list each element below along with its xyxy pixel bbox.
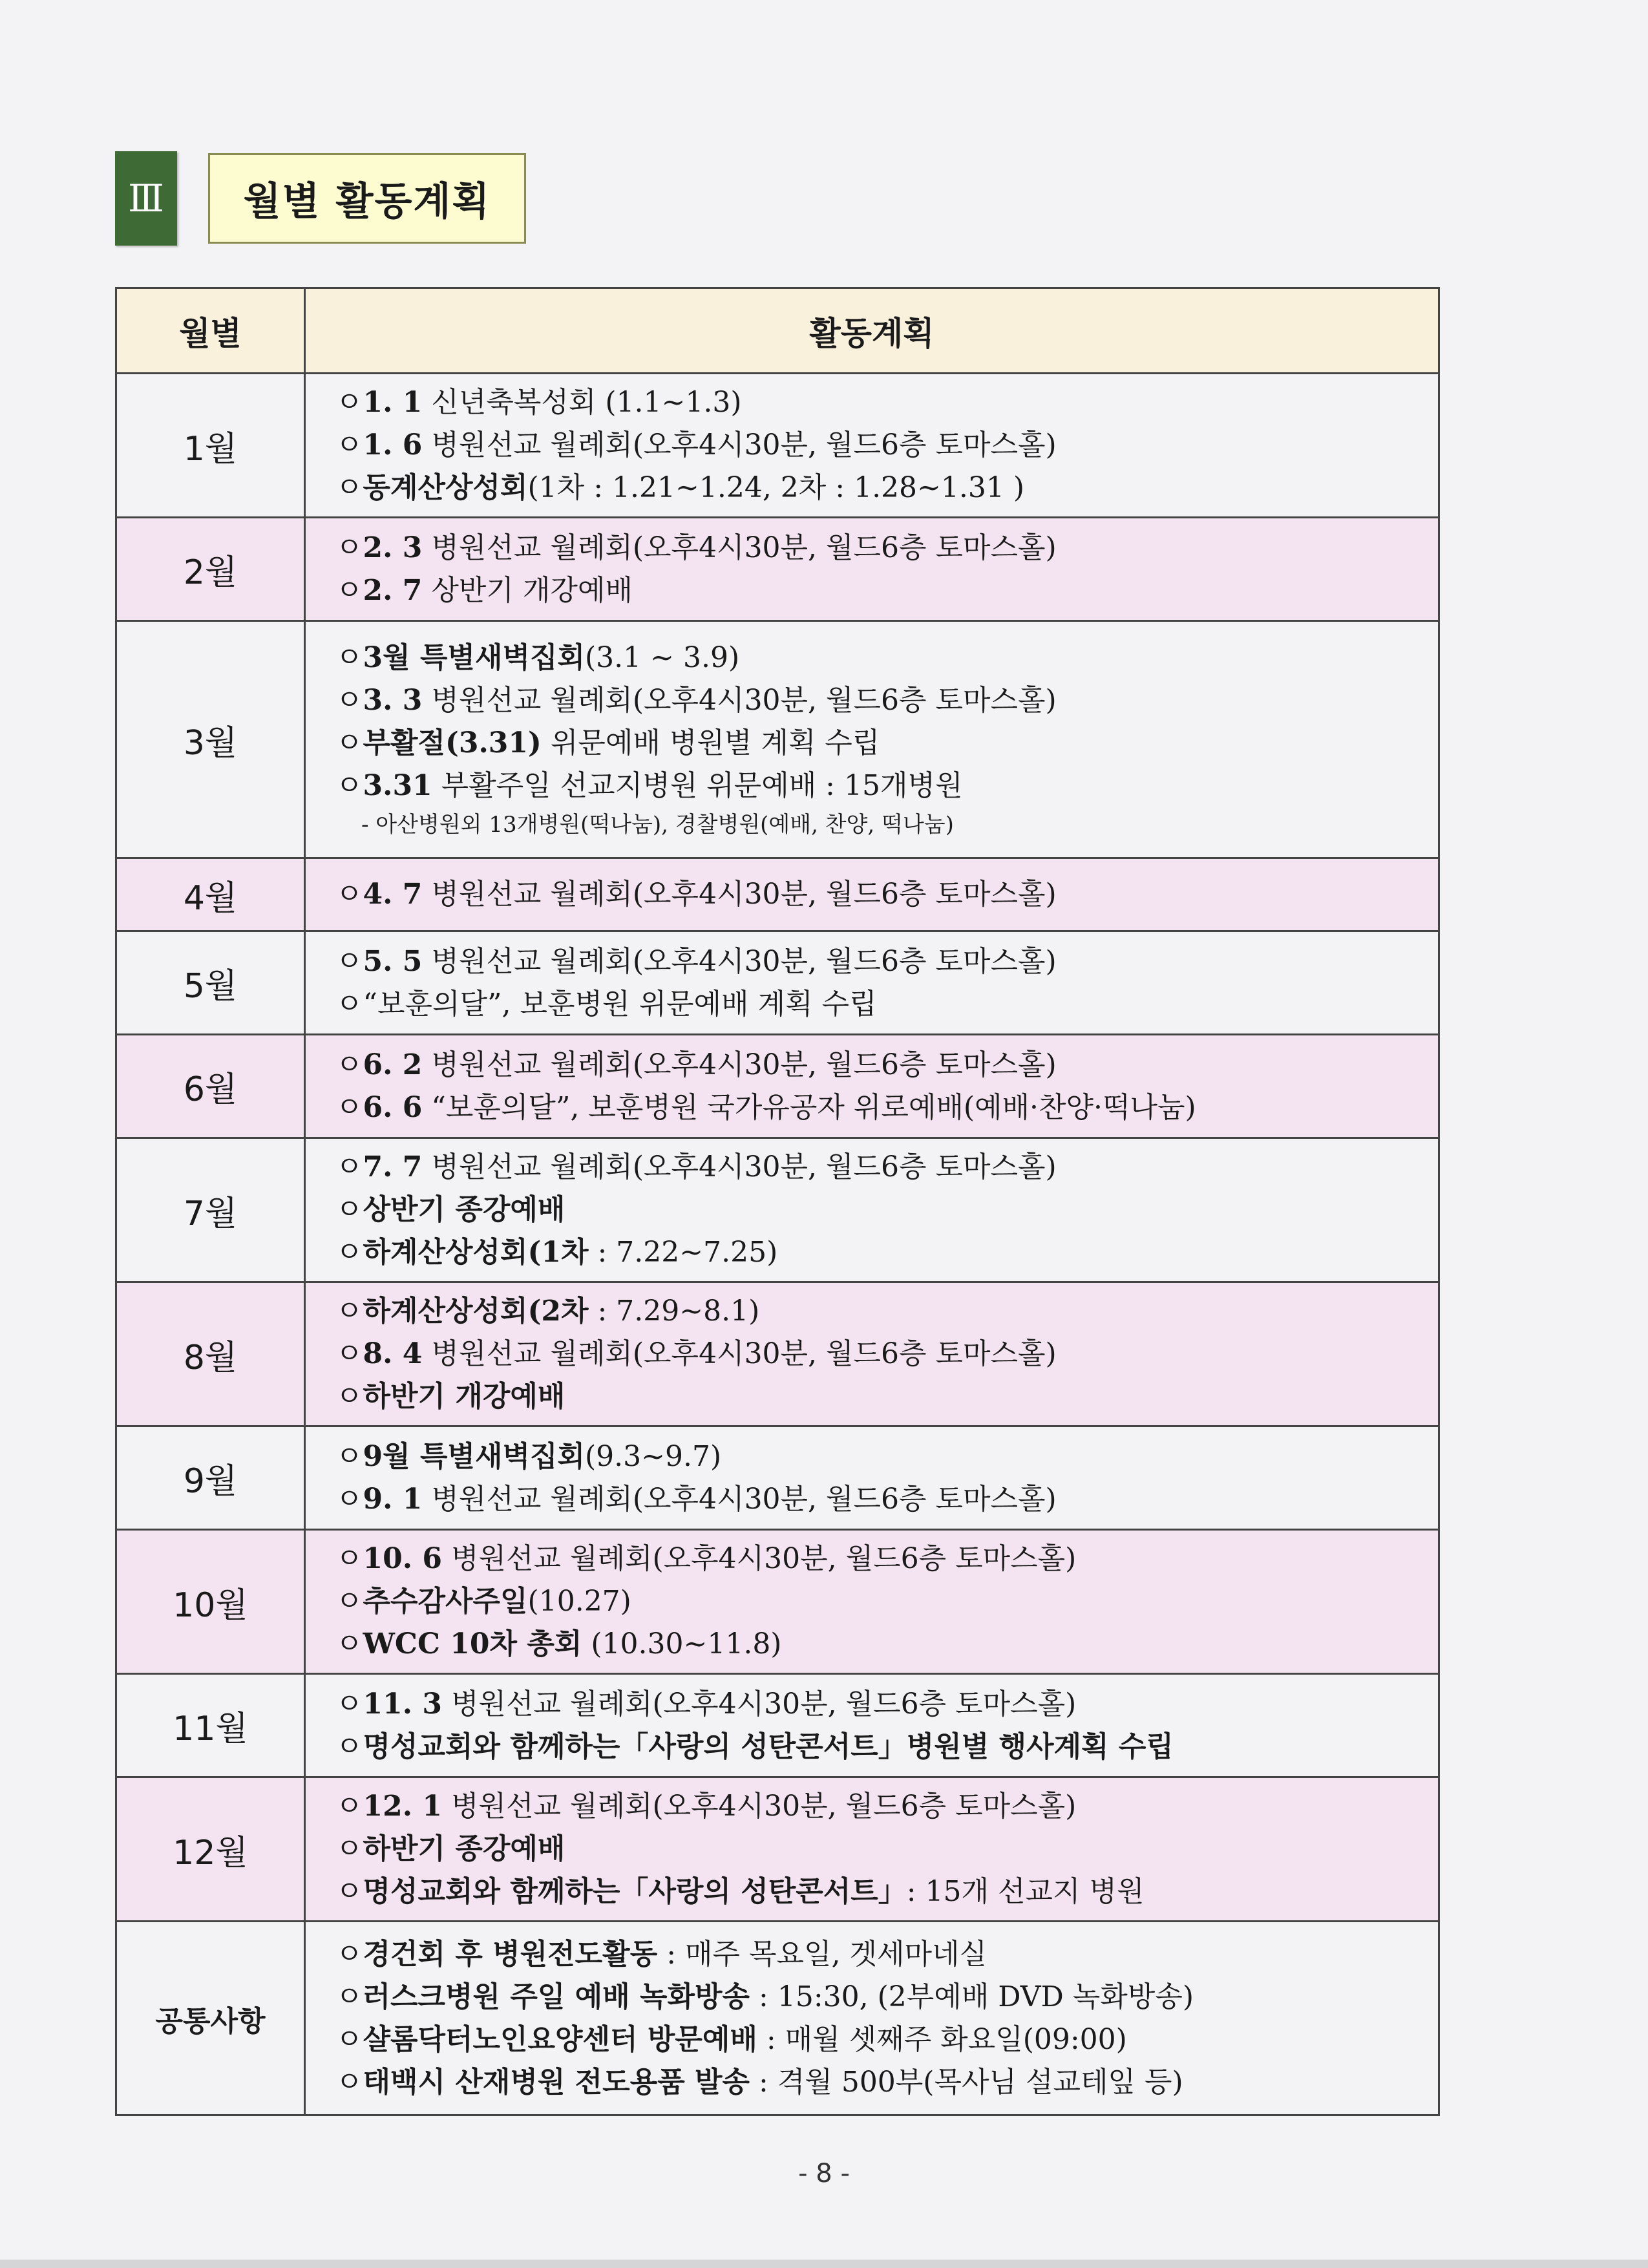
month-cell: 공통사항 [116,1922,305,2115]
activity-item [335,2019,1438,2061]
activity-item [335,679,1438,722]
activity-item [335,1333,1438,1375]
activity-detail: (1차 : 1.21~1.24, 2차 : 1.28~1.31 ) [527,471,1025,504]
monthly-plan-table [115,287,1440,2116]
table-row [116,1282,1439,1426]
activity-detail: “보훈의달”, 보훈병원 국가유공자 위로예배(예배·찬양·떡나눔) [422,1090,1196,1124]
activity-title: 7. 7 [363,1150,423,1183]
bullet-icon: ㅇ [335,1627,363,1660]
activity-detail: : 15개 선교지 병원 [906,1875,1145,1908]
activity-item [335,467,1438,509]
activities-cell [305,518,1439,621]
activity-item [335,1976,1438,2019]
month-cell: 12월 [116,1777,305,1922]
bullet-icon: ㅇ [335,1687,363,1721]
activity-title: 하반기 개강예배 [363,1380,565,1413]
table-body [116,374,1439,2115]
bullet-icon: ㅇ [335,1048,363,1081]
table-row [116,374,1439,518]
activity-detail: 병원선교 월례회(오후4시30분, 월드6층 토마스홀) [422,1150,1057,1183]
activity-item [335,1785,1438,1828]
bullet-icon: ㅇ [335,1790,363,1823]
activity-item [335,381,1438,424]
section-header [115,151,526,246]
activity-item [335,940,1438,983]
activity-title: 하반기 종강예배 [363,1832,565,1865]
activity-item [335,1290,1438,1333]
activity-detail: 병원선교 월례회(오후4시30분, 월드6층 토마스홀) [422,1337,1057,1370]
activity-detail: 상반기 개강예배 [422,573,633,607]
bullet-icon: ㅇ [335,573,363,607]
activity-title: 러스크병원 주일 예배 녹화방송 [363,1980,750,2013]
table-row [116,1674,1439,1777]
month-cell: 1월 [116,374,305,518]
bullet-icon: ㅇ [335,1585,363,1618]
activities-cell [305,1922,1439,2115]
activity-title: 6. 2 [363,1048,423,1081]
activity-title: 4. 7 [363,878,423,911]
activity-title: 1. 6 [363,429,423,461]
bullet-icon: ㅇ [335,531,363,564]
activities-cell [305,858,1439,931]
activities-cell [305,1426,1439,1530]
bullet-icon: ㅇ [335,769,363,802]
bullet-icon: ㅇ [335,2022,363,2056]
bullet-icon: ㅇ [335,1980,363,2013]
month-cell: 10월 [116,1530,305,1674]
bullet-icon: ㅇ [335,1937,363,1971]
table-row [116,1530,1439,1674]
month-cell: 9월 [116,1426,305,1530]
table-row [116,1777,1439,1922]
activity-title: 3. 3 [363,684,423,717]
activities-cell [305,931,1439,1035]
bullet-icon: ㅇ [335,1193,363,1226]
bullet-icon: ㅇ [335,1730,363,1763]
bullet-icon: ㅇ [335,1150,363,1183]
bullet-icon: ㅇ [335,1380,363,1413]
activity-title: 명성교회와 함께하는「사랑의 성탄콘서트」 [363,1875,907,1908]
bullet-icon: ㅇ [335,641,363,674]
section-number-box: Ⅲ [115,151,177,246]
month-cell: 11월 [116,1674,305,1777]
activity-item [335,722,1438,765]
activity-detail: 병원선교 월례회(오후4시30분, 월드6층 토마스홀) [422,684,1057,717]
activity-title: 11. 3 [363,1687,442,1721]
activity-item [335,1436,1438,1478]
activity-detail: : 격월 500부(목사님 설교테잎 등) [750,2065,1183,2099]
activity-detail: 신년축복성회 (1.1~1.3) [422,386,742,419]
bullet-icon: ㅇ [335,1542,363,1575]
month-cell: 7월 [116,1138,305,1282]
bullet-icon: ㅇ [335,1482,363,1516]
activity-item [335,1146,1438,1189]
table-row [116,1922,1439,2115]
activity-title: 6. 6 [363,1090,423,1124]
month-cell: 4월 [116,858,305,931]
bullet-icon: ㅇ [335,944,363,978]
bullet-icon: ㅇ [335,726,363,759]
activity-detail: : 7.29~8.1) [588,1295,760,1328]
activity-title: 5. 5 [363,944,423,978]
activity-title: 상반기 종강예배 [363,1193,565,1226]
activity-detail: (3.1 ~ 3.9) [584,641,740,674]
section-title: 월별 활동계획 [208,153,526,244]
activity-title: 8. 4 [363,1337,423,1370]
activity-title: 동계산상성회 [363,471,528,504]
bullet-icon: ㅇ [335,1439,363,1473]
activities-cell [305,374,1439,518]
activity-detail: : 7.22~7.25) [588,1236,778,1269]
activity-detail: (10.30~11.8) [582,1627,782,1660]
bullet-icon: ㅇ [335,1236,363,1269]
activity-detail: : 매월 셋째주 화요일(09:00) [757,2022,1127,2056]
table-header-row [116,288,1439,374]
activity-title: 하계산상성회(2차 [363,1295,589,1328]
activity-title: 1. 1 [363,386,423,419]
bullet-icon: ㅇ [335,1090,363,1124]
table-row [116,858,1439,931]
page-number: - 8 - [798,2159,850,2189]
activity-item [335,1933,1438,1976]
activity-item [335,424,1438,467]
activity-item [335,1683,1438,1726]
activity-title: 경건회 후 병원전도활동 [363,1937,658,1971]
activity-detail: 병원선교 월례회(오후4시30분, 월드6층 토마스홀) [422,878,1057,911]
activities-cell [305,1035,1439,1138]
activity-detail: 병원선교 월례회(오후4시30분, 월드6층 토마스홀) [442,1542,1077,1575]
activity-item [335,1623,1438,1666]
month-cell: 6월 [116,1035,305,1138]
month-cell: 3월 [116,621,305,858]
activity-item [335,1538,1438,1580]
bullet-icon: ㅇ [335,1295,363,1328]
activity-item [335,1871,1438,1913]
activity-item [335,983,1438,1026]
activity-title: 명성교회와 함께하는「사랑의 성탄콘서트」병원별 행사계획 수립 [363,1730,1174,1763]
activity-item [335,873,1438,916]
activity-detail: 병원선교 월례회(오후4시30분, 월드6층 토마스홀) [422,1048,1057,1081]
activity-detail: 병원선교 월례회(오후4시30분, 월드6층 토마스홀) [422,531,1057,564]
bullet-icon: ㅇ [335,1337,363,1370]
activity-title: 태백시 산재병원 전도용품 발송 [363,2065,750,2099]
activity-detail: : 15:30, (2부예배 DVD 녹화방송) [750,1980,1194,2013]
bullet-icon: ㅇ [335,878,363,911]
activity-item [335,1828,1438,1871]
activity-item [335,1580,1438,1623]
activity-detail: 병원선교 월례회(오후4시30분, 월드6층 토마스홀) [422,944,1057,978]
activity-title: WCC 10차 총회 [363,1627,582,1660]
bullet-icon: ㅇ [335,1875,363,1908]
activity-item [335,1086,1438,1129]
header-activities: 활동계획 [305,288,1439,374]
activity-item [335,765,1438,807]
activity-title: 9. 1 [363,1482,423,1516]
activity-item [335,1726,1438,1768]
activity-title: 9월 특별새벽집회 [363,1439,585,1473]
activity-title: 3월 특별새벽집회 [363,641,585,674]
activity-item [335,1478,1438,1521]
bullet-icon: ㅇ [335,1832,363,1865]
month-cell: 5월 [116,931,305,1035]
activity-title: 2. 7 [363,573,423,607]
activities-cell [305,1282,1439,1426]
activity-detail: (10.27) [527,1585,631,1618]
header-month: 월별 [116,288,305,374]
bullet-icon: ㅇ [335,429,363,461]
activity-detail: : 매주 목요일, 겟세마네실 [657,1937,987,1971]
activity-item [335,2061,1438,2104]
activities-cell [305,1674,1439,1777]
activity-detail: 병원선교 월례회(오후4시30분, 월드6층 토마스홀) [442,1687,1077,1721]
bullet-icon: ㅇ [335,2065,363,2099]
activity-detail: (9.3~9.7) [584,1439,722,1473]
activities-cell [305,621,1439,858]
activity-item [335,569,1438,612]
activity-item [335,527,1438,569]
activity-item [335,637,1438,679]
activity-title: 12. 1 [363,1790,442,1823]
table-row [116,1138,1439,1282]
activity-detail: 부활주일 선교지병원 위문예배 : 15개병원 [432,769,963,802]
activity-title: 3.31 [363,769,432,802]
bullet-icon: ㅇ [335,386,363,419]
bullet-icon: ㅇ [335,987,363,1021]
activity-title: 10. 6 [363,1542,442,1575]
month-cell: 2월 [116,518,305,621]
activity-detail: 위문예배 병원별 계획 수립 [541,726,880,759]
activity-title: 부활절(3.31) [363,726,542,759]
activities-cell [305,1138,1439,1282]
table-row [116,518,1439,621]
table-row [116,1035,1439,1138]
bullet-icon: ㅇ [335,684,363,717]
activity-detail: 병원선교 월례회(오후4시30분, 월드6층 토마스홀) [442,1790,1077,1823]
activities-cell [305,1777,1439,1922]
activity-detail: 병원선교 월례회(오후4시30분, 월드6층 토마스홀) [422,1482,1057,1516]
activity-item [335,1189,1438,1231]
activity-title: 하계산상성회(1차 [363,1236,589,1269]
activity-item [335,1375,1438,1418]
activity-detail: 병원선교 월례회(오후4시30분, 월드6층 토마스홀) [422,429,1057,461]
month-cell: 8월 [116,1282,305,1426]
activity-title: 샬롬닥터노인요양센터 방문예배 [363,2022,757,2056]
table-row [116,1426,1439,1530]
activity-item [335,1044,1438,1086]
activities-cell [305,1530,1439,1674]
activity-title: 추수감사주일 [363,1585,528,1618]
activity-title: 2. 3 [363,531,423,564]
activity-detail: “보훈의달”, 보훈병원 위문예배 계획 수립 [363,987,877,1021]
table-row [116,621,1439,858]
table-row [116,931,1439,1035]
activity-note: - 아산병원외 13개병원(떡나눔), 경찰병원(예배, 찬양, 떡나눔) [361,812,954,838]
activity-item [335,1231,1438,1274]
scan-edge [0,2260,1648,2268]
bullet-icon: ㅇ [335,471,363,504]
